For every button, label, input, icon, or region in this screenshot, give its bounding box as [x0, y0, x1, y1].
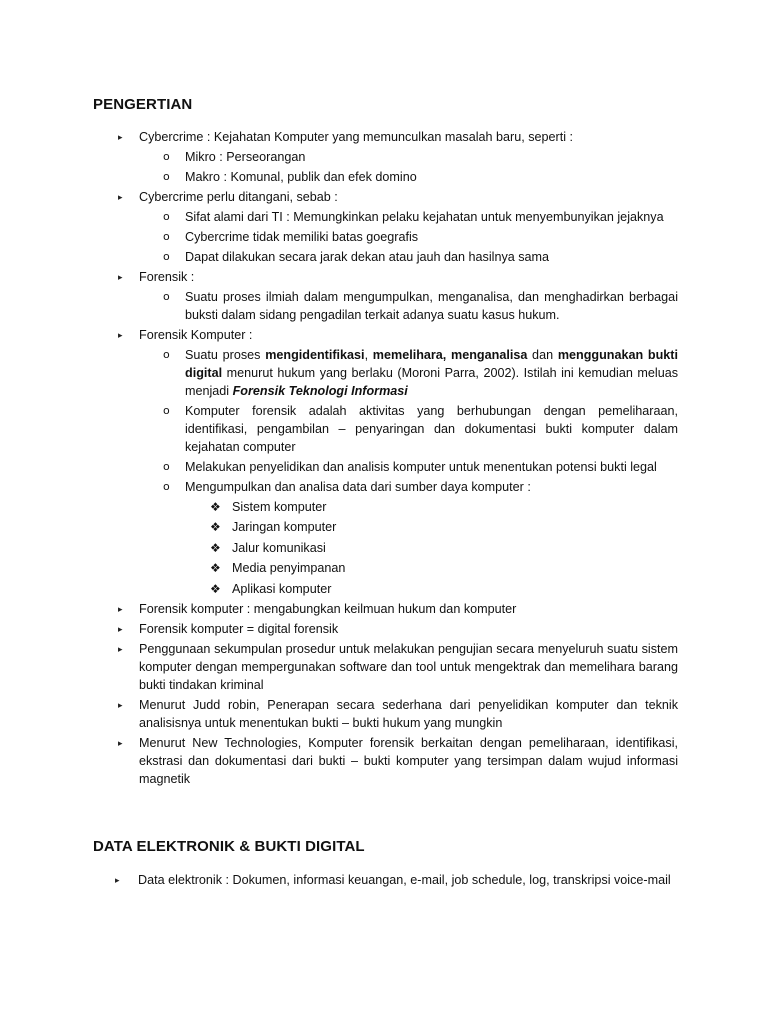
sub-item — [139, 402, 678, 456]
list-item-point — [0, 620, 678, 638]
list-item-forensik-komputer — [0, 326, 678, 598]
bullet-circle-icon: o — [163, 210, 170, 223]
bullet-arrow-icon: ▸ — [118, 603, 123, 614]
bullet-circle-icon: o — [163, 480, 170, 493]
sub-item — [139, 228, 678, 246]
bullet-circle-icon: o — [163, 250, 170, 263]
sub-item-text: Mengumpulkan dan analisa data dari sumber daya komputer : — [185, 480, 531, 494]
bold-term: menggunakan bukti digital — [185, 348, 678, 380]
sublist — [139, 208, 678, 266]
sub-item-text: Sifat alami dari TI : Memungkinkan pelaku kejahatan untuk menyembunyikan jejaknya — [185, 210, 664, 224]
source-text: Jaringan komputer — [232, 520, 337, 535]
sub-item-text: Makro : Komunal, publik dan efek domino — [185, 170, 417, 184]
bold-italic-term: Forensik Teknologi Informasi — [232, 384, 408, 398]
bullet-arrow-icon: ▸ — [118, 623, 123, 634]
sub-item — [139, 458, 678, 476]
pengertian-list — [0, 128, 768, 790]
item-text: Forensik komputer = digital forensik — [139, 621, 339, 636]
source-item — [139, 539, 632, 557]
list-item-cybercrime — [0, 128, 678, 186]
bullet-circle-icon: o — [163, 150, 170, 163]
bullet-arrow-icon: ▸ — [118, 272, 123, 282]
sub-item — [139, 148, 678, 166]
item-text: Menurut New Technologies, Komputer forensik berkaitan dengan pemeliharaan, identifikasi, ekstrasi dan dokumentasi dari bukti – bukti komputer yang tersimpan dalam wujud informasi magnetik — [139, 735, 678, 786]
sub-item-definition — [139, 346, 678, 400]
bullet-arrow-icon: ▸ — [118, 699, 123, 710]
sub-item-text: Melakukan penyelidikan dan analisis komputer untuk menentukan potensi bukti legal — [185, 460, 657, 474]
diamond-bullet-icon: ❖ — [210, 520, 221, 535]
diamond-bullet-icon: ❖ — [210, 540, 221, 555]
heading-pengertian: PENGERTIAN — [93, 96, 193, 113]
list-item-data-elektronik — [0, 871, 677, 889]
bullet-arrow-icon: ▸ — [118, 192, 123, 202]
sub-item — [139, 478, 678, 496]
bold-term: memelihara, menganalisa — [372, 348, 528, 362]
sources-list — [139, 498, 678, 598]
sub-item-text: Suatu proses ilmiah dalam mengumpulkan, menganalisa, dan menghadirkan berbagai buksti dalam sidang pengadilan terkait adanya suatu kasus hukum. — [185, 290, 678, 322]
heading-data-elektronik: DATA ELEKTRONIK & BUKTI DIGITAL — [93, 838, 365, 855]
definition-text: Suatu proses — [185, 348, 266, 362]
bullet-circle-icon: o — [163, 290, 170, 303]
item-text: Menurut Judd robin, Penerapan secara sederhana dari penyelidikan komputer dan teknik analisisnya untuk menentukan bukti – bukti hukum yang mungkin — [139, 697, 678, 730]
list-item-forensik — [0, 268, 678, 324]
item-text: Forensik komputer : mengabungkan keilmuan hukum dan komputer — [139, 601, 517, 616]
bullet-circle-icon: o — [163, 404, 170, 417]
sublist — [139, 148, 678, 186]
sub-item-text: Mikro : Perseorangan — [185, 150, 306, 164]
sub-item — [139, 168, 678, 186]
definition-text: menurut hukum yang berlaku (Moroni Parra, 2002). Istilah ini kemudian meluas menjadi — [185, 366, 678, 398]
bullet-arrow-icon: ▸ — [118, 330, 123, 340]
definition-text: dan — [527, 348, 558, 362]
bullet-arrow-icon: ▸ — [118, 737, 123, 748]
definition-text: , — [364, 348, 373, 362]
data-elektronik-list — [0, 871, 768, 891]
sub-item-text: Dapat dilakukan secara jarak dekan atau jauh dan hasilnya sama — [185, 250, 550, 264]
source-text: Aplikasi komputer — [232, 581, 332, 596]
bold-term: mengidentifikasi — [265, 348, 365, 362]
item-text: Cybercrime : Kejahatan Komputer yang memunculkan masalah baru, seperti : — [139, 130, 573, 144]
item-text: Forensik Komputer : — [139, 328, 253, 342]
source-text: Jalur komunikasi — [232, 540, 326, 555]
item-text: Forensik : — [139, 270, 195, 284]
bullet-circle-icon: o — [163, 230, 170, 243]
list-item-point — [0, 696, 678, 732]
bullet-arrow-icon: ▸ — [118, 132, 123, 142]
sub-item — [139, 248, 678, 266]
source-item — [139, 559, 632, 577]
sub-item — [139, 288, 678, 324]
diamond-bullet-icon: ❖ — [210, 561, 221, 576]
sub-item-text: Komputer forensik adalah aktivitas yang berhubungan dengan pemeliharaan, identifikasi, pengambilan – penyaringan dan dokumentasi bukti komputer dalam kejahatan computer — [185, 404, 678, 454]
sub-item — [139, 208, 678, 226]
list-item-ditangani — [0, 188, 678, 266]
diamond-bullet-icon: ❖ — [210, 500, 221, 514]
item-text: Penggunaan sekumpulan prosedur untuk melakukan pengujian secara menyeluruh suatu sistem komputer dengan mempergunakan software dan tool untuk mengektrak dan memelihara barang bukti tindakan kriminal — [139, 641, 678, 692]
bullet-circle-icon: o — [163, 170, 170, 183]
sub-item-text: Cybercrime tidak memiliki batas goegrafis — [185, 230, 419, 244]
source-text: Sistem komputer — [232, 500, 327, 514]
bullet-circle-icon: o — [163, 460, 170, 473]
source-item — [139, 518, 632, 536]
sublist — [139, 346, 678, 496]
bullet-circle-icon: o — [163, 348, 170, 361]
bullet-arrow-icon: ▸ — [118, 643, 123, 654]
source-item — [139, 580, 632, 598]
source-item — [139, 498, 632, 516]
list-item-point — [0, 600, 678, 618]
item-text: Cybercrime perlu ditangani, sebab : — [139, 190, 338, 204]
sublist — [139, 288, 678, 324]
item-text: Data elektronik : Dokumen, informasi keuangan, e-mail, job schedule, log, transkripsi voice-mail — [138, 873, 671, 887]
diamond-bullet-icon: ❖ — [210, 581, 221, 596]
source-text: Media penyimpanan — [232, 561, 346, 576]
bullet-arrow-icon: ▸ — [115, 875, 120, 885]
list-item-point — [0, 640, 678, 694]
list-item-point — [0, 734, 678, 788]
